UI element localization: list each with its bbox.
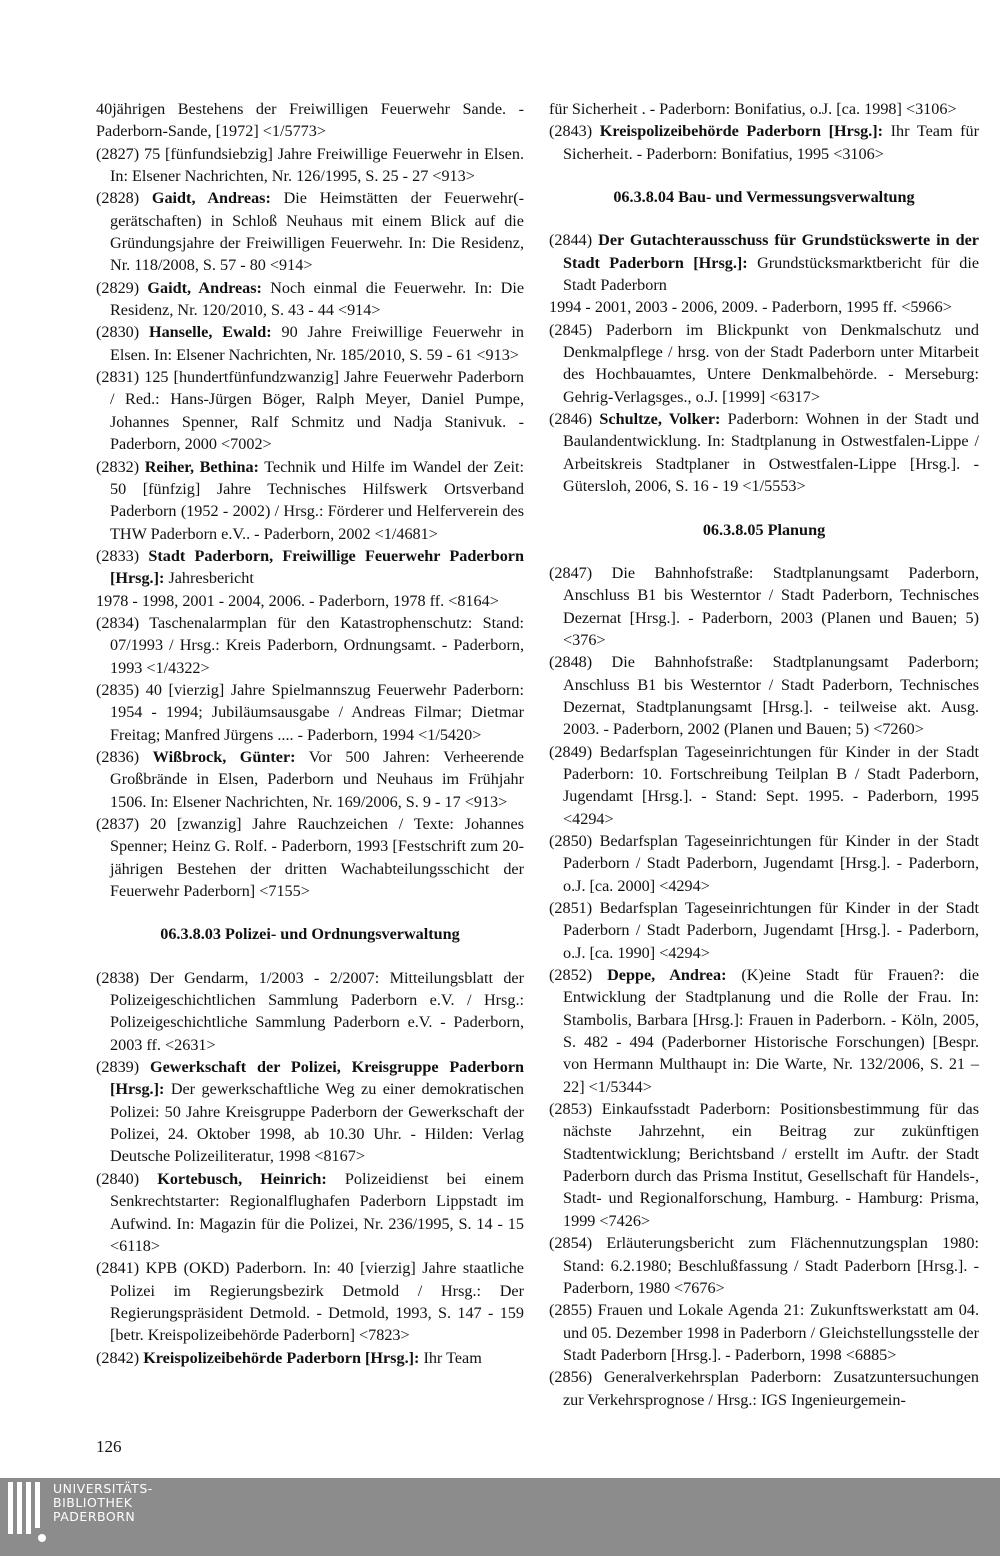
entry-number: (2847) — [549, 563, 593, 582]
entry-number: (2845) — [549, 320, 593, 339]
page-number: 126 — [96, 1437, 122, 1456]
entry-text: Bedarfsplan Tageseinrichtungen für Kinder in der Stadt Paderborn: 10. Fortschreibung Teilplan B / Stadt Paderborn, Jugendamt [Hrsg.]. - Stand: Sept. 1995. - Paderborn, 1995 <4294> — [563, 742, 979, 828]
entry-holdings: 1994 - 2001, 2003 - 2006, 2009. - Paderborn, 1995 ff. <5966> — [549, 298, 952, 317]
entry-author: Hanselle, Ewald: — [148, 323, 272, 342]
entry-text: Bedarfsplan Tageseinrichtungen für Kinder in der Stadt Paderborn / Stadt Paderborn, Jugendamt [Hrsg.]. - Paderborn, o.J. [ca. 2000] <4294> — [563, 831, 979, 895]
entry-author: Gaidt, Andreas: — [151, 189, 271, 208]
bibliography-entry — [96, 545, 524, 590]
library-name-line3: PADERBORN — [53, 1509, 136, 1524]
section-heading: 06.3.8.04 Bau- und Vermessungsverwaltung — [613, 188, 915, 207]
entry-text: Die Heimstätten der Feuerwehr(-gerätschaften) in Schloß Neuhaus mit einem Blick auf die Gründungsjahre der Freiwilligen Feuerwehr. In: Die Residenz, Nr. 118/2008, S. 57 - 80 <914> — [110, 189, 524, 275]
bibliography-entry — [549, 229, 979, 296]
entry-number: (2844) — [549, 231, 593, 250]
bibliography-entry — [96, 277, 524, 322]
entry-number: (2827) — [96, 144, 140, 163]
entry-text: 90 Jahre Freiwillige Feuerwehr in Elsen. In: Elsener Nachrichten, Nr. 185/2010, S. 59 - 61 <913> — [110, 323, 525, 364]
bibliography-entry — [96, 612, 524, 679]
bibliography-entry — [96, 1257, 524, 1346]
entry-text: Jahresbericht — [168, 569, 254, 588]
entry-text: Der Gendarm, 1/2003 - 2/2007: Mitteilungsblatt der Polizeigeschichtlichen Sammlung Paderborn e.V. / Hrsg.: Polizeigeschichtliche Sammlung Paderborn e.V. - Paderborn, 2003 ff. <2631> — [110, 968, 524, 1054]
bibliography-entry — [549, 1232, 979, 1299]
entry-text: Polizeidienst bei einem Senkrechtstarter: Regionalflughafen Paderborn Lippstadt im Aufwind. In: Magazin für die Polizei, Nr. 236/1995, S. 14 - 15 <6118> — [110, 1169, 525, 1255]
entry-number: (2839) — [96, 1058, 140, 1077]
entry-number: (2856) — [549, 1368, 593, 1387]
entry-number: (2842) — [96, 1348, 140, 1367]
bibliography-entry — [549, 964, 979, 1098]
entry-author: Schultze, Volker: — [599, 410, 721, 429]
entry-continuation: 40jährigen Bestehens der Freiwilligen Feuerwehr Sande. - Paderborn-Sande, [1972] <1/5773> — [96, 100, 524, 141]
bibliography-entry — [96, 679, 524, 746]
library-name-line2: BIBLIOTHEK — [53, 1495, 133, 1510]
entry-author: Kreispolizeibehörde Paderborn [Hrsg.]: — [143, 1348, 420, 1367]
entry-text: Paderborn im Blickpunkt von Denkmalschutz und Denkmalpflege / hrsg. von der Stadt Paderborn unter Mitarbeit des Hochbauamtes, Untere Denkmalbehörde. - Merseburg: Gehrig-Verlagsges., o.J. [1999] <6317> — [563, 320, 979, 406]
bibliography-entry — [96, 1056, 524, 1168]
entry-number: (2840) — [96, 1169, 140, 1188]
entry-number: (2849) — [549, 742, 593, 761]
entry-text: Grundstücksmarktbericht für die Stadt Paderborn — [563, 253, 980, 295]
bibliography-entry — [549, 897, 979, 964]
entry-text: Ihr Team für Sicherheit. - Paderborn: Bonifatius, 1995 <3106> — [563, 122, 979, 163]
entry-text: Vor 500 Jahren: Verheerende Großbrände in Elsen, Paderborn und Neuhaus im Frühjahr 1506. In: Elsener Nachrichten, Nr. 169/2006, S. 9 - 17 <913> — [110, 747, 524, 811]
bibliography-entry — [96, 813, 524, 902]
bibliography-entry — [96, 1168, 524, 1257]
bibliography-entry — [549, 830, 979, 897]
entry-author: Gaidt, Andreas: — [147, 278, 262, 297]
bibliography-entry — [549, 562, 979, 651]
bibliography-entry — [549, 651, 979, 740]
entry-text: Noch einmal die Feuerwehr. In: Die Residenz, Nr. 120/2010, S. 43 - 44 <914> — [110, 278, 524, 320]
entry-text: Taschenalarmplan für den Katastrophenschutz: Stand: 07/1993 / Hrsg.: Kreis Paderborn, Ordnungsamt. - Paderborn, 1993 <1/4322> — [110, 613, 524, 677]
entry-number: (2829) — [96, 278, 140, 297]
entry-text: 75 [fünfundsiebzig] Jahre Freiwillige Feuerwehr in Elsen. In: Elsener Nachrichten, Nr. 126/1995, S. 25 - 27 <913> — [110, 144, 525, 186]
bibliography-entry — [549, 319, 979, 408]
entry-text: Die Bahnhofstraße: Stadtplanungsamt Paderborn; Anschluss B1 bis Westerntor / Stadt Paderborn, Technisches Dezernat, Stadtplanungsamt [Hrsg.]. - teilweise akt. Ausg. 2003. - Paderborn, 2002 (Planen und Bauen; 5) <7260> — [563, 653, 980, 739]
section-heading: 06.3.8.05 Planung — [702, 520, 826, 539]
entry-number: (2852) — [549, 966, 593, 985]
entry-text: KPB (OKD) Paderborn. In: 40 [vierzig] Jahre staatliche Polizei im Regierungsbezirk Detmold / Hrsg.: Der Regierungspräsident Detmold. - Detmold, 1993, S. 147 - 159 [betr. Kreispolizeibehörde Paderborn] <7823> — [110, 1259, 524, 1345]
entry-number: (2846) — [549, 410, 593, 429]
entry-text: 20 [zwanzig] Jahre Rauchzeichen / Texte: Johannes Spenner; Heinz G. Rolf. - Paderborn, 1993 [Festschrift zum 20-jährigen Bestehen der dritten Wachabteilungsschicht der Feuerwehr Paderborn] <7155> — [110, 815, 524, 901]
library-name-line1: UNIVERSITÄTS- — [53, 1481, 153, 1496]
bibliography-entry — [96, 967, 524, 1056]
entry-number: (2843) — [549, 122, 593, 141]
entry-number: (2834) — [96, 613, 140, 632]
entry-number: (2837) — [96, 815, 140, 833]
entry-text: Einkaufsstadt Paderborn: Positionsbestimmung für das nächste Jahrzehnt, ein Beitrag zur zukünftigen Stadtentwicklung; Berichtsband / erstellt im Auftr. der Stadt Paderborn durch das Prisma Institut, Gesellschaft für Handels-, Stadt- und Regionalforschung, Hamburg. - Hamburg: Prisma, 1999 <7426> — [563, 1100, 980, 1230]
entry-author: Gewerkschaft der Polizei, Kreisgruppe Paderborn [Hrsg.]: — [110, 1058, 525, 1099]
entry-number: (2828) — [96, 189, 140, 208]
entry-author: Reiher, Bethina: — [144, 457, 259, 476]
bibliography-entry — [96, 1347, 524, 1369]
entry-text: Technik und Hilfe im Wandel der Zeit: 50 [fünfzig] Jahre Technisches Hilfswerk Ortsverband Paderborn (1952 - 2002) / Hrsg.: Förderer und Helferverein des THW Paderborn e.V.. - Paderborn, 2002 <1/4681> — [110, 457, 525, 543]
right-column — [549, 98, 979, 1411]
entry-text: (K)eine Stadt für Frauen?: die Entwicklung der Stadtplanung und die Rolle der Frau. In: Stambolis, Barbara [Hrsg.]: Frauen in Paderborn. - Köln, 2005, S. 482 - 494 (Paderborner Historische Forschungen) [Bespr. von Hermann Multhaupt in: Die Warte, Nr. 132/2006, S. 21 – 22] <1/5344> — [563, 966, 980, 1096]
entry-text: Ihr Team — [423, 1348, 482, 1367]
entry-holdings: 1978 - 1998, 2001 - 2004, 2006. - Paderborn, 1978 ff. <8164> — [96, 591, 499, 610]
entry-number: (2830) — [96, 323, 140, 342]
entry-continuation: für Sicherheit . - Paderborn: Bonifatius, o.J. [ca. 1998] <3106> — [549, 100, 957, 118]
bibliography-entry — [549, 120, 979, 165]
entry-author: Der Gutachterausschuss für Grundstückswerte in der Stadt Paderborn [Hrsg.]: — [563, 231, 979, 272]
library-banner — [0, 1478, 1000, 1556]
entry-text: Paderborn: Wohnen in der Stadt und Baulandentwicklung. In: Stadtplanung in Ostwestfalen-Lippe / Arbeitskreis Stadtplaner in Ostwestfalen-Lippe [Hrsg.]. - Gütersloh, 2006, S. 16 - 19 <1/5553> — [563, 410, 980, 496]
entry-text: 125 [hundertfünfundzwanzig] Jahre Feuerwehr Paderborn / Red.: Hans-Jürgen Böger, Ralph Meyer, Daniel Pumpe, Johannes Spenner, Ralf Schmitz und Nadja Stanivuk. - Paderborn, 2000 <7002> — [110, 368, 525, 454]
entry-number: (2838) — [96, 968, 140, 987]
entry-author: Kreispolizeibehörde Paderborn [Hrsg.]: — [599, 122, 884, 141]
entry-number: (2850) — [549, 831, 593, 850]
entry-number: (2841) — [96, 1259, 140, 1278]
entry-number: (2836) — [96, 747, 140, 766]
entry-number: (2851) — [549, 899, 593, 917]
entry-number: (2833) — [96, 546, 140, 565]
section-heading: 06.3.8.03 Polizei- und Ordnungsverwaltung — [160, 925, 460, 944]
entry-author: Stadt Paderborn, Freiwillige Feuerwehr Paderborn [Hrsg.]: — [110, 546, 524, 588]
entry-number: (2853) — [549, 1100, 593, 1119]
bibliography-entry — [549, 1299, 979, 1366]
entry-text: Erläuterungsbericht zum Flächennutzungsplan 1980: Stand: 6.2.1980; Beschlußfassung / Stadt Paderborn [Hrsg.]. - Paderborn, 1980 <7676> — [563, 1234, 979, 1297]
entry-number: (2848) — [549, 653, 593, 672]
bibliography-entry — [549, 1366, 979, 1411]
entry-text: Frauen und Lokale Agenda 21: Zukunftswerkstatt am 04. und 05. Dezember 1998 in Paderborn / Gleichstellungsstelle der Stadt Paderborn [Hrsg.]. - Paderborn, 1998 <6885> — [563, 1301, 979, 1364]
entry-text: Der gewerkschaftliche Weg zu einer demokratischen Polizei: 50 Jahre Kreisgruppe Paderborn der Gewerkschaft der Polizei, 24. Oktober 1998, ab 10.30 Uhr. - Hilden: Verlag Deutsche Polizeiliteratur, 1998 <8167> — [110, 1080, 525, 1166]
bibliography-entry — [549, 741, 979, 830]
left-column — [96, 98, 524, 1369]
entry-text: Die Bahnhofstraße: Stadtplanungsamt Paderborn, Anschluss B1 bis Westerntor / Stadt Paderborn, Technisches Dezernat [Hrsg.]. - Paderborn, 2003 (Planen und Bauen; 5) <376> — [563, 563, 979, 649]
entry-author: Wißbrock, Günter: — [152, 747, 296, 766]
entry-number: (2854) — [549, 1234, 593, 1253]
bibliography-entry — [96, 143, 524, 188]
entry-author: Deppe, Andrea: — [607, 966, 727, 985]
bibliography-entry — [549, 1098, 979, 1232]
entry-text: Bedarfsplan Tageseinrichtungen für Kinder in der Stadt Paderborn / Stadt Paderborn, Jugendamt [Hrsg.]. - Paderborn, o.J. [ca. 1990] <4294> — [563, 899, 979, 962]
entry-number: (2855) — [549, 1301, 593, 1320]
bibliography-entry — [549, 408, 979, 497]
entry-number: (2835) — [96, 680, 140, 699]
entry-author: Kortebusch, Heinrich: — [157, 1169, 327, 1188]
library-name — [53, 1482, 153, 1524]
bibliography-entry — [96, 366, 524, 455]
entry-text: Generalverkehrsplan Paderborn: Zusatzuntersuchungen zur Verkehrsprognose / Hrsg.: IGS Ingenieurgemein- — [563, 1368, 979, 1409]
entry-number: (2832) — [96, 457, 140, 476]
bibliography-entry — [96, 746, 524, 813]
bibliography-entry — [96, 187, 524, 276]
entry-number: (2831) — [96, 368, 140, 387]
library-logo-icon — [4, 1482, 54, 1542]
bibliography-entry — [96, 456, 524, 545]
entry-text: 40 [vierzig] Jahre Spielmannszug Feuerwehr Paderborn: 1954 - 1994; Jubiläumsausgabe / Andreas Filmar; Dietmar Freitag; Manfred Jürgens .... - Paderborn, 1994 <1/5420> — [110, 680, 525, 744]
bibliography-entry — [96, 321, 524, 366]
